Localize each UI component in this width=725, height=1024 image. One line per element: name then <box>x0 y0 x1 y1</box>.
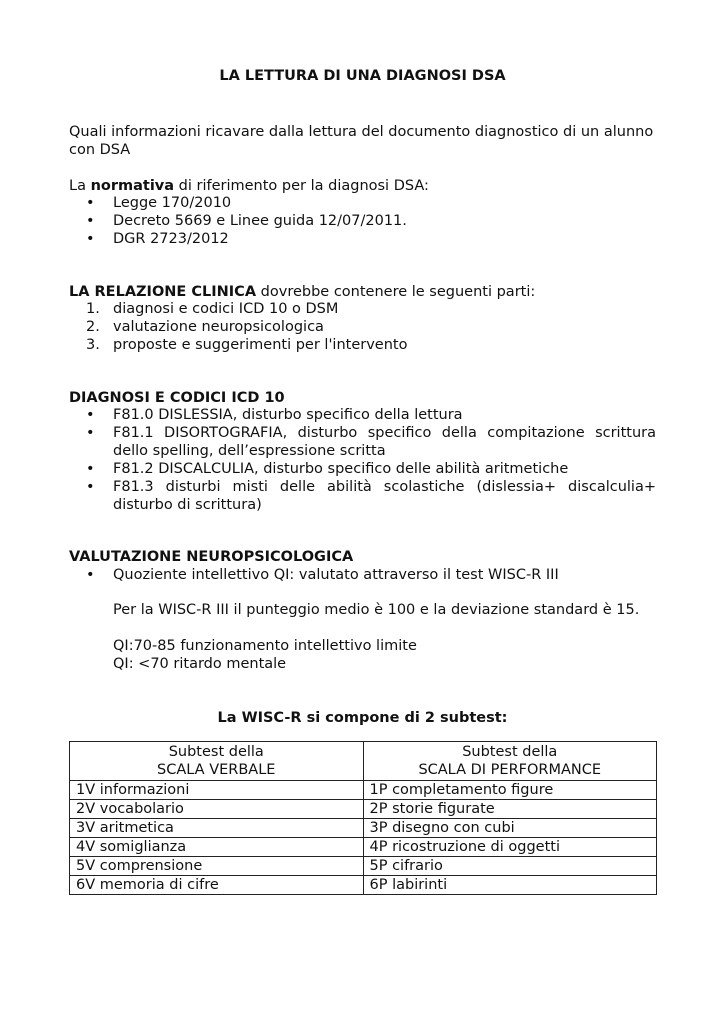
normativa-bold: normativa <box>90 178 175 194</box>
table-cell: 1P completamento figure <box>363 781 657 800</box>
valutazione-heading: VALUTAZIONE NEUROPSICOLOGICA <box>69 549 354 565</box>
table-row <box>70 800 657 819</box>
list-number: 3. <box>86 337 100 353</box>
table-cell: 5P cifrario <box>363 857 657 876</box>
list-item: • F81.1 DISORTOGRAFIA, disturbo specifico della compitazione scrittura dello spelling, dell’espressione scritta <box>86 425 656 459</box>
bullet-icon: • <box>86 461 95 477</box>
table-cell: 4V somiglianza <box>70 838 364 857</box>
wisc-subtest-table <box>69 741 657 895</box>
normativa-post: di riferimento per la diagnosi DSA: <box>174 178 429 194</box>
bullet-icon: • <box>86 425 95 441</box>
table-row <box>70 876 657 895</box>
valutazione-list <box>86 566 656 584</box>
intro-paragraph: Quali informazioni ricavare dalla lettura del documento diagnostico di un alunno con DSA <box>69 124 654 158</box>
list-item: • Decreto 5669 e Linee guida 12/07/2011. <box>86 213 407 229</box>
table-cell: 1V informazioni <box>70 781 364 800</box>
list-item: • DGR 2723/2012 <box>86 231 229 247</box>
table-cell: 6V memoria di cifre <box>70 876 364 895</box>
page-title: LA LETTURA DI UNA DIAGNOSI DSA <box>219 68 506 84</box>
list-item: • F81.0 DISLESSIA, disturbo specifico della lettura <box>86 407 463 423</box>
diagnosi-list <box>86 406 656 514</box>
table-row <box>70 781 657 800</box>
table-cell: 4P ricostruzione di oggetti <box>363 838 657 857</box>
relazione-bold: LA RELAZIONE CLINICA <box>69 284 257 300</box>
list-item: 2. valutazione neuropsicologica <box>86 319 324 335</box>
table-cell: 5V comprensione <box>70 857 364 876</box>
header-verbale: Subtest della SCALA VERBALE <box>70 742 364 781</box>
list-item: • F81.3 disturbi misti delle abilità scolastiche (dislessia+ discalculia+ disturbo di scrittura) <box>86 479 656 513</box>
table-header-row <box>70 742 657 781</box>
table-cell: 2V vocabolario <box>70 800 364 819</box>
table-row <box>70 838 657 857</box>
qi-range-ritardo: QI: <70 ritardo mentale <box>113 656 287 672</box>
relazione-post: dovrebbe contenere le seguenti parti: <box>256 284 536 300</box>
bullet-icon: • <box>86 195 95 211</box>
bullet-icon: • <box>86 407 95 423</box>
list-item: • Quoziente intellettivo QI: valutato attraverso il test WISC-R III <box>86 567 559 583</box>
relazione-paragraph <box>69 283 659 301</box>
table-cell: 6P labirinti <box>363 876 657 895</box>
normativa-list <box>86 194 656 248</box>
bullet-icon: • <box>86 479 95 495</box>
table-row <box>70 857 657 876</box>
wisc-title: La WISC-R si compone di 2 subtest: <box>217 710 508 726</box>
list-item: 1. diagnosi e codici ICD 10 o DSM <box>86 301 339 317</box>
table-cell: 3P disegno con cubi <box>363 819 657 838</box>
list-item: • Legge 170/2010 <box>86 195 232 211</box>
bullet-icon: • <box>86 213 95 229</box>
table-cell: 2P storie figurate <box>363 800 657 819</box>
qi-range-limite: QI:70-85 funzionamento intellettivo limite <box>113 638 417 654</box>
table-row <box>70 819 657 838</box>
relazione-list <box>86 300 656 354</box>
bullet-icon: • <box>86 567 95 583</box>
table-cell: 3V aritmetica <box>70 819 364 838</box>
normativa-paragraph <box>69 177 659 195</box>
diagnosi-heading: DIAGNOSI E CODICI ICD 10 <box>69 390 285 406</box>
bullet-icon: • <box>86 231 95 247</box>
list-item: • F81.2 DISCALCULIA, disturbo specifico delle abilità aritmetiche <box>86 461 569 477</box>
list-number: 1. <box>86 301 100 317</box>
normativa-pre: La <box>69 178 91 194</box>
list-number: 2. <box>86 319 100 335</box>
header-performance: Subtest della SCALA DI PERFORMANCE <box>363 742 657 781</box>
list-item: 3. proposte e suggerimenti per l'intervento <box>86 337 408 353</box>
wisc-note: Per la WISC-R III il punteggio medio è 100 e la deviazione standard è 15. <box>113 602 640 618</box>
